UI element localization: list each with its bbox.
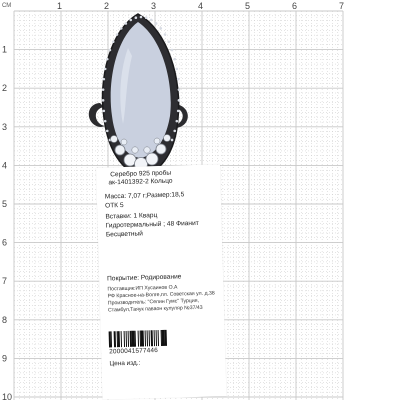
pave-bead [145, 16, 148, 19]
pave-bead [171, 139, 174, 142]
ruler-y-label: 5 [2, 199, 8, 209]
pave-bead [176, 68, 179, 71]
tag-manufacturer-address: Стамбул,Таяук паваон кулуляр №37/43 [107, 304, 203, 314]
pave-bead [106, 130, 109, 133]
ruler-y-label: 4 [2, 160, 8, 171]
product-tag [96, 164, 226, 399]
tag-mass-size: Масса: 7,07 г;Размер:18,5 [104, 191, 185, 201]
pave-bead [102, 110, 105, 113]
pave-bead [150, 19, 153, 22]
pave-bead [155, 22, 158, 25]
pave-bead [109, 49, 112, 52]
ruler-y-label: 7 [2, 276, 8, 287]
pave-bead [125, 22, 128, 25]
ruler-y-label: 9 [2, 353, 8, 364]
pave-bead [177, 110, 180, 113]
ruler-y-label: 1 [2, 44, 8, 55]
ruler-y-label: 8 [2, 314, 8, 325]
ruler-x-label: 1 [57, 1, 63, 11]
ring-image [89, 14, 188, 176]
pave-bead [178, 88, 181, 91]
pave-bead [135, 16, 138, 19]
pave-bead [104, 68, 107, 71]
pave-bead [167, 40, 170, 43]
price-label: Цена изд.: [109, 359, 141, 368]
tag-supplier-address: РФ Красное-на-Волге,пл. Советская ул. д.38 [107, 290, 215, 300]
ruler-x-label: 7 [339, 1, 345, 11]
pave-bead [178, 99, 181, 102]
ruler-x-label: 4 [198, 1, 204, 11]
tag-inserts: Вставки: 1 Кварц [105, 212, 158, 221]
pave-bead [102, 88, 105, 91]
ruler-x-label: 6 [292, 1, 298, 11]
tag-inserts-2: Гидротермальный ; 48 Фианит [105, 219, 199, 230]
tag-inserts-3: Бесцветный [105, 230, 144, 239]
pave-bead [104, 120, 107, 123]
ruler-x-label: 5 [245, 1, 251, 11]
pave-bead [164, 33, 167, 36]
pave-bead [171, 49, 174, 52]
ruler-x-label: 2 [104, 1, 110, 11]
tag-material: Серебро 925 пробы [110, 169, 172, 179]
ruler-y-label: 6 [2, 237, 8, 248]
ruler-unit-label: СМ [2, 3, 12, 9]
pave-bead [112, 40, 115, 43]
barcode-number: 2000041577446 [109, 347, 159, 356]
ruler-y-label: 10 [2, 392, 13, 400]
tag-article: ак-1401392-2 Кольцо [108, 177, 173, 187]
pave-bead [120, 27, 123, 30]
ruler-y-label: 3 [2, 121, 8, 132]
pave-bead [106, 58, 109, 61]
pave-bead [159, 27, 162, 30]
pave-bead [173, 58, 176, 61]
pave-bead [140, 16, 143, 19]
ruler-x-label: 3 [151, 1, 157, 11]
pave-bead [129, 19, 132, 22]
pave-bead [102, 78, 105, 81]
pave-bead [176, 120, 179, 123]
pave-bead [102, 99, 105, 102]
tag-supplier: Поставщик:ИП Хусаинов О.А [107, 284, 178, 293]
pave-bead [173, 130, 176, 133]
tag-coating: Покрытие: Родирование [107, 273, 182, 283]
ruler-y-label: 2 [2, 83, 8, 94]
pave-bead [116, 33, 119, 36]
pave-bead [177, 78, 180, 81]
tag-manufacturer: Производитель: "Селин Гумс" Турция, [107, 297, 200, 307]
barcode [109, 329, 209, 348]
tag-otk: ОТК 5 [104, 201, 124, 210]
